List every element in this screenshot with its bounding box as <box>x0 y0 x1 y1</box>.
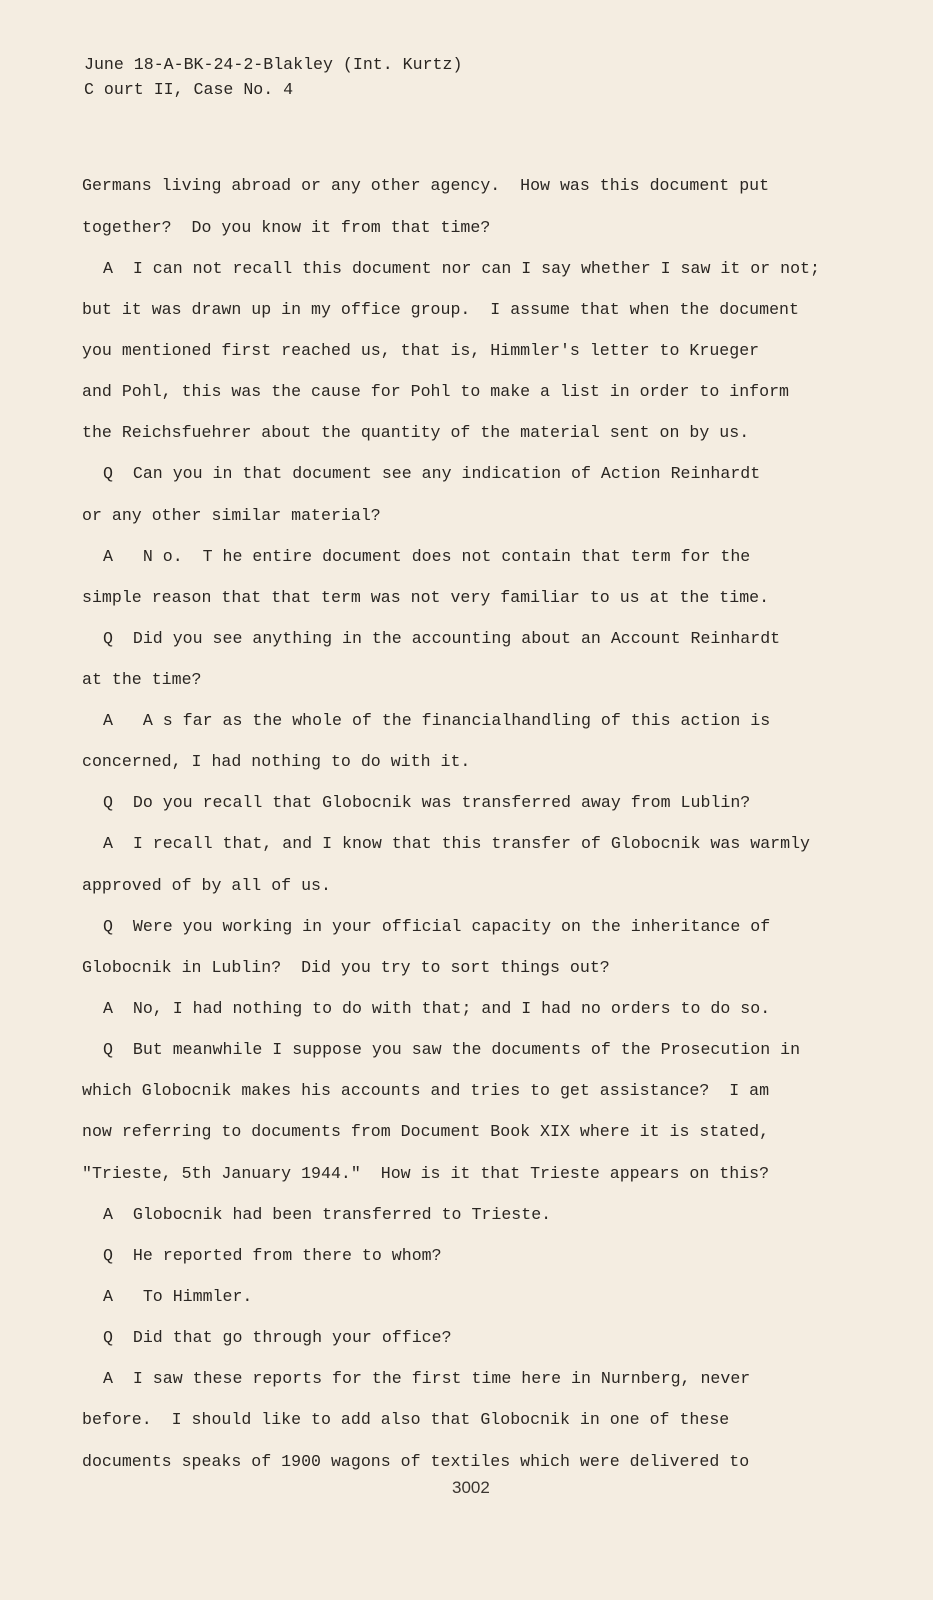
text-line-9: or any other similar material? <box>82 506 381 525</box>
text-line-24: now referring to documents from Document Book XIX where it is stated, <box>82 1122 770 1141</box>
text-line-18: approved of by all of us. <box>82 876 331 895</box>
text-line-2: together? Do you know it from that time? <box>82 218 491 237</box>
text-line-5: you mentioned first reached us, that is, Himmler's letter to Krueger <box>82 341 760 360</box>
text-line-6: and Pohl, this was the cause for Pohl to make a list in order to inform <box>82 382 790 401</box>
text-line-25: "Trieste, 5th January 1944." How is it that Trieste appears on this? <box>82 1164 770 1183</box>
text-line-14: A A s far as the whole of the financialhandling of this action is <box>103 711 771 730</box>
page-number: 3002 <box>452 1478 490 1497</box>
text-line-12: Q Did you see anything in the accounting about an Account Reinhardt <box>103 629 781 648</box>
text-line-10: A N o. T he entire document does not contain that term for the <box>103 547 751 566</box>
text-line-30: A I saw these reports for the first time here in Nurnberg, never <box>103 1369 751 1388</box>
text-line-27: Q He reported from there to whom? <box>103 1246 442 1265</box>
text-line-16: Q Do you recall that Globocnik was transferred away from Lublin? <box>103 793 751 812</box>
text-line-31: before. I should like to add also that Globocnik in one of these <box>82 1410 730 1429</box>
header-line-1: June 18-A-BK-24-2-Blakley (Int. Kurtz) <box>84 55 463 74</box>
text-line-17: A I recall that, and I know that this transfer of Globocnik was warmly <box>103 834 811 853</box>
text-line-19: Q Were you working in your official capacity on the inheritance of <box>103 917 771 936</box>
text-line-21: A No, I had nothing to do with that; and I had no orders to do so. <box>103 999 771 1018</box>
text-line-32: documents speaks of 1900 wagons of textiles which were delivered to <box>82 1452 750 1471</box>
header-line-2: C ourt II, Case No. 4 <box>84 80 294 99</box>
text-line-23: which Globocnik makes his accounts and tries to get assistance? I am <box>82 1081 770 1100</box>
text-line-8: Q Can you in that document see any indication of Action Reinhardt <box>103 464 761 483</box>
text-line-20: Globocnik in Lublin? Did you try to sort things out? <box>82 958 610 977</box>
text-line-28: A To Himmler. <box>103 1287 253 1306</box>
text-line-3: A I can not recall this document nor can I say whether I saw it or not; <box>103 259 820 278</box>
text-line-22: Q But meanwhile I suppose you saw the documents of the Prosecution in <box>103 1040 801 1059</box>
text-line-1: Germans living abroad or any other agency. How was this document put <box>82 176 770 195</box>
document-header <box>84 52 462 102</box>
text-line-11: simple reason that that term was not very familiar to us at the time. <box>82 588 770 607</box>
text-line-15: concerned, I had nothing to do with it. <box>82 752 471 771</box>
text-line-4: but it was drawn up in my office group. I assume that when the document <box>82 300 799 319</box>
text-line-26: A Globocnik had been transferred to Trieste. <box>103 1205 552 1224</box>
text-line-7: the Reichsfuehrer about the quantity of the material sent on by us. <box>82 423 750 442</box>
text-line-13: at the time? <box>82 670 202 689</box>
text-line-29: Q Did that go through your office? <box>103 1328 452 1347</box>
